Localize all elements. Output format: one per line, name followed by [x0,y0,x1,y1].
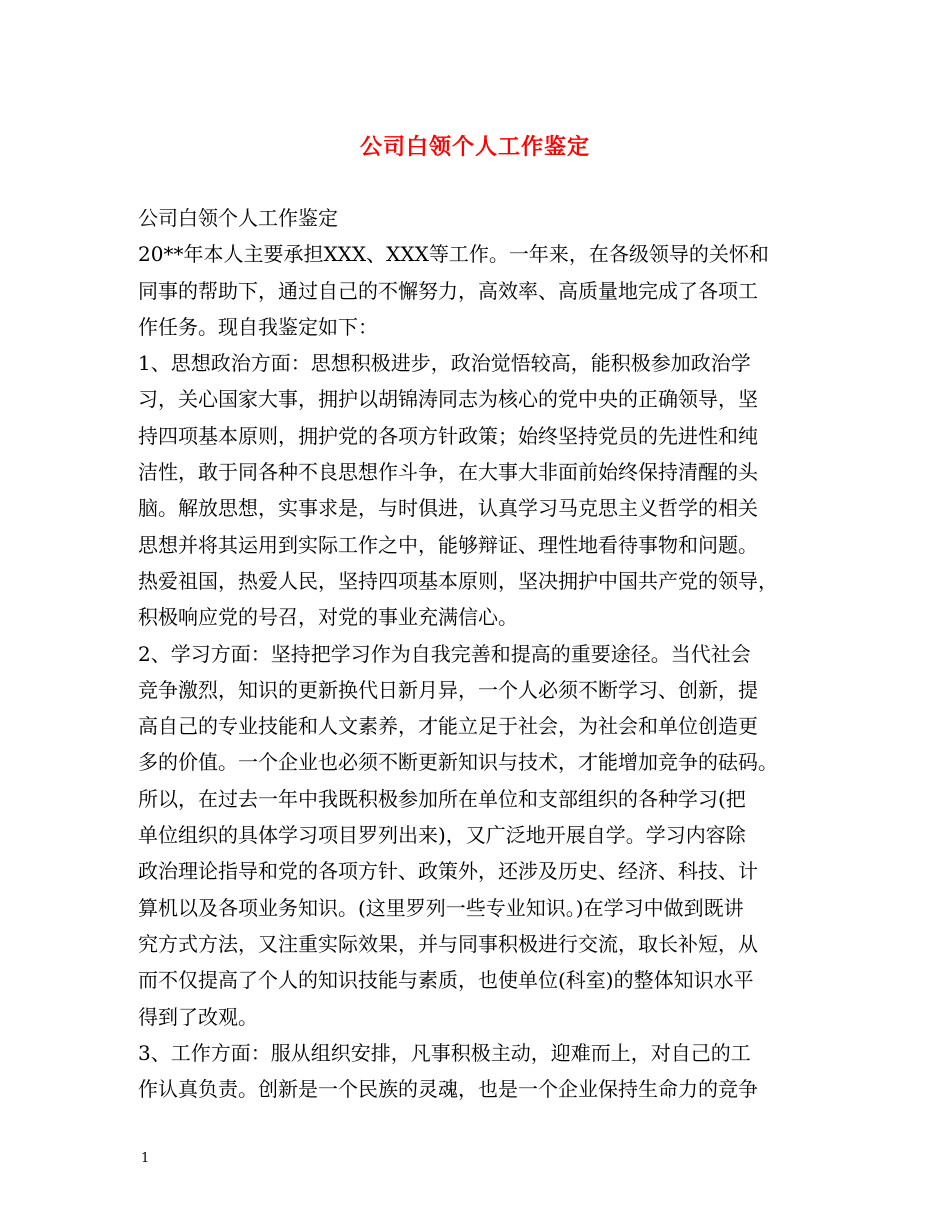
body-line: 算机以及各项业务知识。(这里罗列一些专业知识。)在学习中做到既讲 [138,895,744,920]
body-line: 思想并将其运用到实际工作之中，能够辩证、理性地看待事物和问题。 [138,532,758,557]
body-line: 作任务。现自我鉴定如下： [138,314,378,339]
body-line: 高自己的专业技能和人文素养，才能立足于社会，为社会和单位创造更 [138,714,758,739]
body-line: 20**年本人主要承担XXX、XXX等工作。一年来，在各级领导的关怀和 [138,242,769,267]
body-line: 究方式方法，又注重实际效果，并与同事积极进行交流，取长补短，从 [138,931,758,956]
body-line: 积极响应党的号召，对党的事业充满信心。 [138,605,518,630]
body-line: 多的价值。一个企业也必须不断更新知识与技术，才能增加竞争的砝码。 [138,750,778,775]
body-line: 洁性，敢于同各种不良思想作斗争，在大事大非面前始终保持清醒的头 [138,460,758,485]
body-line: 作认真负责。创新是一个民族的灵魂，也是一个企业保持生命力的竞争 [138,1077,758,1102]
body-line: 政治理论指导和党的各项方针、政策外，还涉及历史、经济、科技、计 [138,859,758,884]
body-line: 2、学习方面：坚持把学习作为自我完善和提高的重要途径。当代社会 [138,641,751,666]
body-line: 脑。解放思想，实事求是，与时俱进，认真学习马克思主义哲学的相关 [138,496,758,521]
body-line: 得到了改观。 [138,1004,258,1029]
body-line: 所以，在过去一年中我既积极参加所在单位和支部组织的各种学习(把 [138,786,746,811]
page-number: 1 [141,1151,150,1166]
body-line: 单位组织的具体学习项目罗列出来)，又广泛地开展自学。学习内容除 [138,823,746,848]
body-line: 3、工作方面：服从组织安排，凡事积极主动，迎难而上，对自己的工 [138,1040,751,1065]
document-body [138,200,828,1107]
body-line: 热爱祖国，热爱人民，坚持四项基本原则，坚决拥护中国共产党的领导， [138,568,778,593]
document-title: 公司白领个人工作鉴定 [359,134,590,160]
body-line: 而不仅提高了个人的知识技能与素质，也使单位(科室)的整体知识水平 [138,968,754,993]
body-line: 习，关心国家大事，拥护以胡锦涛同志为核心的党中央的正确领导，坚 [138,387,758,412]
body-line: 公司白领个人工作鉴定 [138,206,338,230]
body-line: 持四项基本原则，拥护党的各项方针政策；始终坚持党员的先进性和纯 [138,423,758,448]
body-line: 竞争激烈，知识的更新换代日新月异，一个人必须不断学习、创新，提 [138,677,758,702]
body-line: 1、思想政治方面：思想积极进步，政治觉悟较高，能积极参加政治学 [138,351,751,376]
body-line: 同事的帮助下，通过自己的不懈努力，高效率、高质量地完成了各项工 [138,278,758,303]
